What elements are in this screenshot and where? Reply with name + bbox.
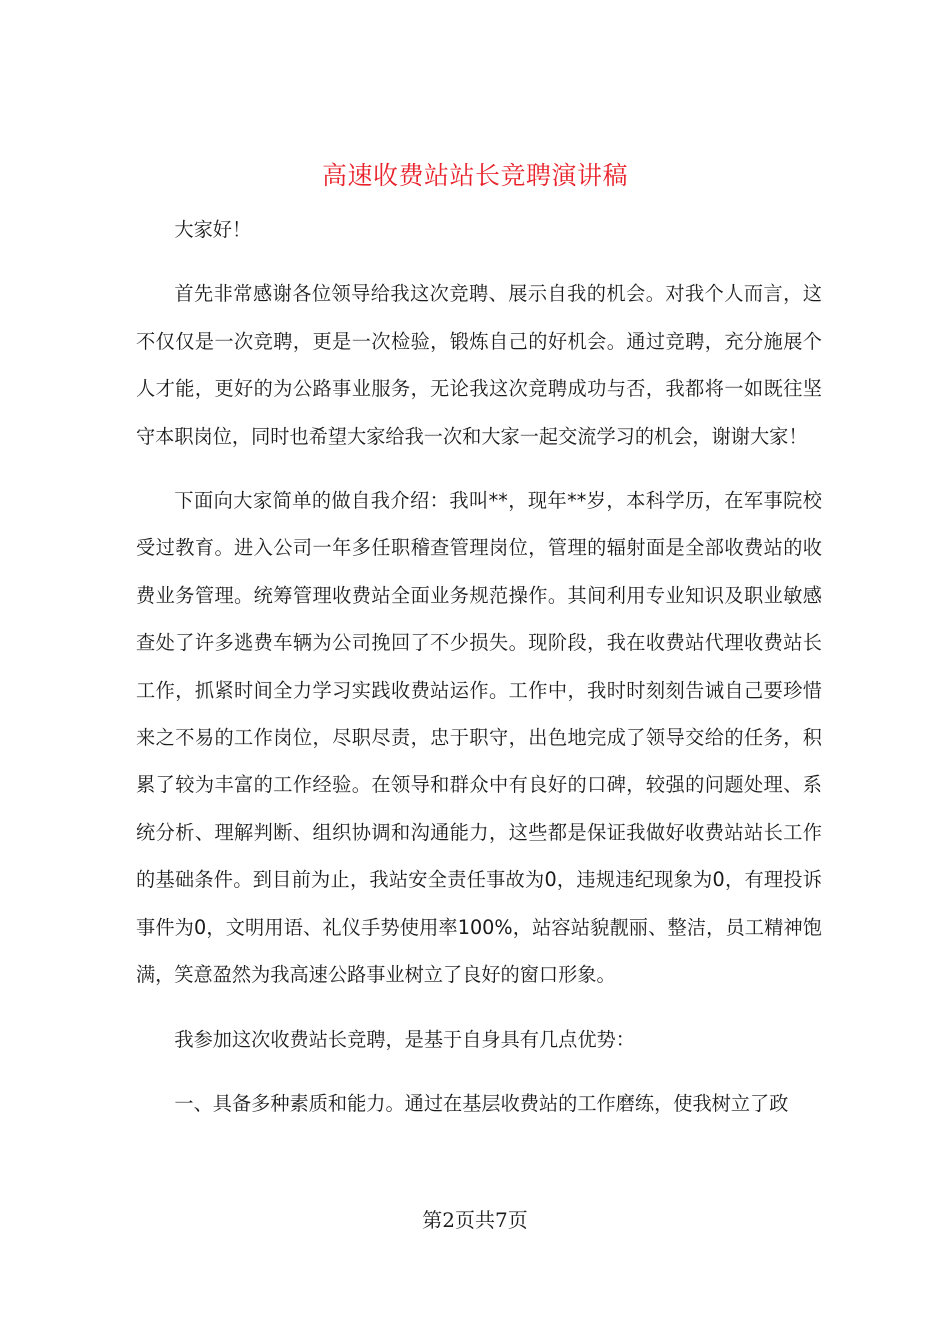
page-number-footer: 第2页共7页: [422, 1208, 528, 1232]
paragraph-advantages-intro: 我参加这次收费站长竞聘，是基于自身具有几点优势：: [174, 1027, 635, 1051]
paragraph-thanks: 首先非常感谢各位领导给我这次竞聘、展示自我的机会。对我个人而言，这不仅仅是一次竞聘，更是一次检验，锻炼自己的好机会。通过竞聘，充分施展个人才能，更好的为公路事业服务，无论我这次竞聘成功与否，我都将一如既往坚守本职岗位，同时也希望大家给我一次和大家一起交流学习的机会，谢谢大家！: [136, 282, 822, 448]
document-title: 高速收费站站长竞聘演讲稿: [321, 161, 628, 190]
paragraph-self-introduction: 下面向大家简单的做自我介绍：我叫**，现年**岁，本科学历，在军事院校受过教育。进入公司一年多任职稽查管理岗位，管理的辐射面是全部收费站的收费业务管理。统筹管理收费站全面业务规范操作。其间利用专业知识及职业敏感查处了许多逃费车辆为公司挽回了不少损失。现阶段，我在收费站代理收费站长工作，抓紧时间全力学习实践收费站运作。工作中，我时时刻刻告诫自己要珍惜来之不易的工作岗位，尽职尽责，忠于职守，出色地完成了领导交给的任务，积累了较为丰富的工作经验。在领导和群众中有良好的口碑，较强的问题处理、系统分析、理解判断、组织协调和沟通能力，这些都是保证我做好收费站站长工作的基础条件。到目前为止，我站安全责任事故为0，违规违纪现象为0，有理投诉事件为0，文明用语、礼仪手势使用率100%，站容站貌靓丽、整洁，员工精神饱满，笑意盈然为我高速公路事业树立了良好的窗口形象。: [136, 489, 822, 987]
document-body: [136, 206, 822, 1127]
paragraph-advantage-one: 一、具备多种素质和能力。通过在基层收费站的工作磨练，使我树立了政: [174, 1091, 789, 1115]
paragraph-greeting: 大家好！: [174, 218, 252, 241]
